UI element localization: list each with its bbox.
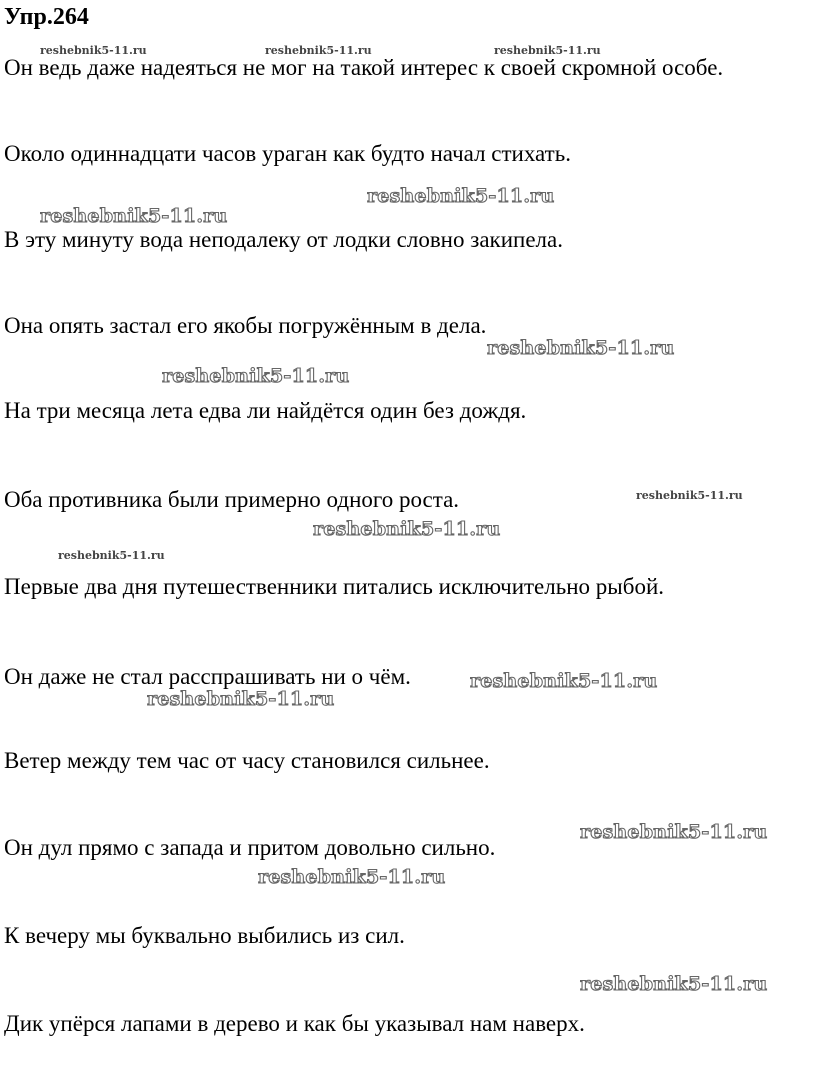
sentence-11: К вечеру мы буквально выбились из сил.: [4, 923, 405, 948]
sentence-12: Дик упёрся лапами в дерево и как бы указывал нам наверх.: [4, 1011, 585, 1036]
watermark: reshebnik5-11.ru: [487, 337, 675, 359]
sentence-7: Первые два дня путешественники питались исключительно рыбой.: [4, 574, 665, 599]
sentence-8: Он даже не стал расспрашивать ни о чём.: [4, 664, 411, 689]
sentence-9: Ветер между тем час от часу становился сильнее.: [4, 748, 490, 773]
sentence-4: Она опять застал его якобы погружённым в дела.: [4, 313, 487, 338]
watermark: reshebnik5-11.ru: [580, 973, 768, 995]
sentence-2: Около одиннадцати часов ураган как будто начал стихать.: [4, 141, 571, 166]
sentence-5: На три месяца лета едва ли найдётся один без дождя.: [4, 398, 527, 423]
watermark: reshebnik5-11.ru: [40, 44, 147, 57]
sentence-3: В эту минуту вода неподалеку от лодки словно закипела.: [4, 227, 563, 252]
watermark: reshebnik5-11.ru: [265, 44, 372, 57]
watermark: reshebnik5-11.ru: [580, 821, 768, 843]
watermark: reshebnik5-11.ru: [367, 185, 555, 207]
watermark: reshebnik5-11.ru: [58, 549, 165, 562]
sentence-1: Он ведь даже надеяться не мог на такой интерес к своей скромной особе.: [4, 55, 724, 80]
watermark: reshebnik5-11.ru: [313, 518, 501, 540]
watermark: reshebnik5-11.ru: [147, 688, 335, 710]
sentence-6: Оба противника были примерно одного роста.: [4, 487, 460, 512]
watermark: reshebnik5-11.ru: [636, 489, 743, 502]
exercise-title: Упр.264: [4, 4, 89, 30]
watermark: reshebnik5-11.ru: [258, 866, 446, 888]
watermark: reshebnik5-11.ru: [40, 205, 228, 227]
watermark: reshebnik5-11.ru: [494, 44, 601, 57]
sentence-10: Он дул прямо с запада и притом довольно сильно.: [4, 835, 496, 860]
watermark: reshebnik5-11.ru: [162, 365, 350, 387]
watermark: reshebnik5-11.ru: [470, 670, 658, 692]
